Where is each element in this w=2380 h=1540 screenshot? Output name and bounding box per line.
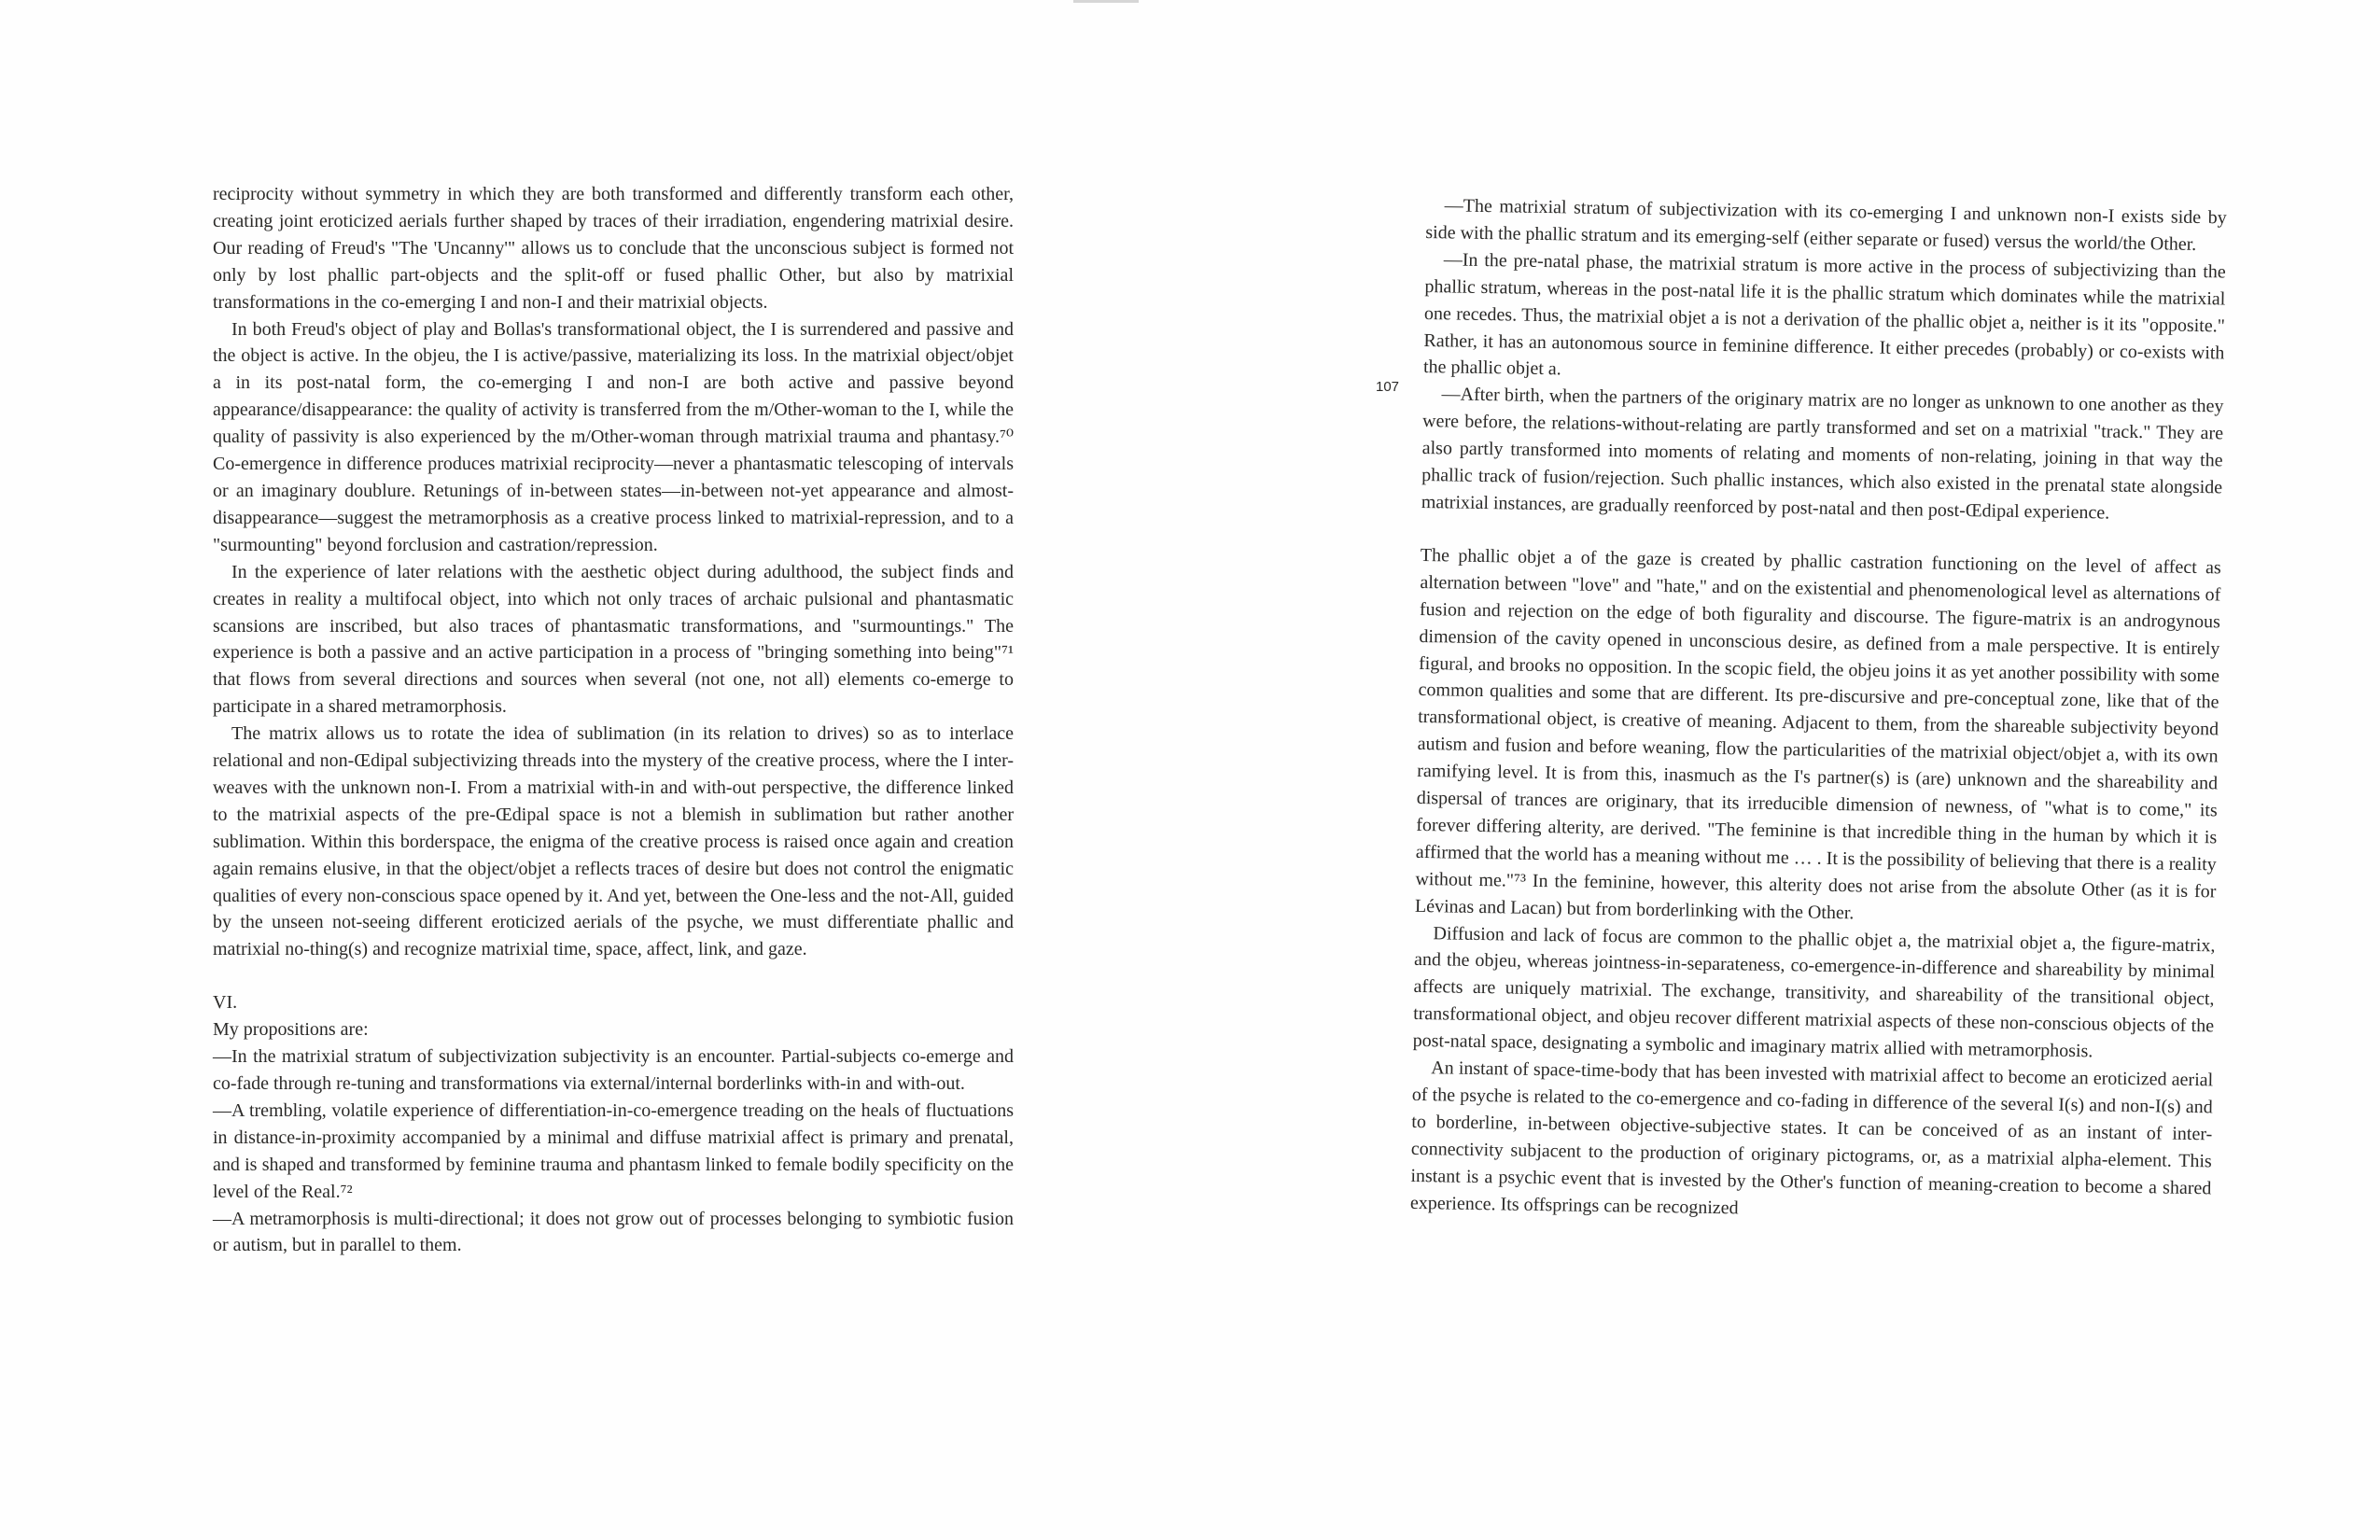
left-page [213,181,1014,1259]
paragraph: In both Freud's object of play and Bollas's transformational object, the I is surrendered and passive and the object is active. In the objeu, the I is active/passive, materializing its loss. In the matrixial object/objet a in its post-natal form, the co-emerging I and non-I are both active and passive beyond appearance/disappearance: the quality of activity is transferred from the m/Other-woman to the I, while the quality of passivity is also experienced by the m/Other-woman through matrixial trauma and phantasy.⁷⁰ Co-emergence in difference produces matrixial reciprocity—never a phantasmatic telescoping of intervals or an imaginary doublure. Retunings of in-between states—in-between not-yet appearance and almost-disappearance—suggest the metramorphosis as a creative process linked to matrixial-repression, and to a "surmounting" beyond forclusion and castration/repression. [213,318,1014,555]
paragraph: The phallic objet a of the gaze is created by phallic castration functioning on the level of affect as alternation between "love" and "hate," and on the existential and phenomenological level as alternations of fusion and rejection on the edge of both figurality and discourse. The figure-matrix is an androgynous dimension of the cavity opened in unconscious desire, as defined from a male perspective. It is entirely figural, and brooks no opposition. In the scopic field, the objeu joins it as yet another possibility with some common qualities and some that are different. Its pre-discursive and pre-conceptual zone, like that of the transformational object, is creative of meaning. Adjacent to them, from the shareable subjectivity beyond autism and fusion and before weaning, flow the particularities of the matrixial object/objet a, with its own ramifying level. It is from this, inasmuch as the I's partner(s) is (are) unknown and the shareability and dispersal of trances are originary, that its irreducible dimension of newness, of "what is to come," its forever differing alterity, are derived. "The feminine is that incredible thing in the human by which it is affirmed that the world has a meaning without me … . It is the possibility of believing that there is a reality without me."⁷³ In the feminine, however, this alterity does not arise from the absolute Other (as it is for Lévinas and Lacan) but from borderlinking with the Other. [1414,544,2221,923]
page-number: 107 [1376,379,1400,395]
proposition: —After birth, when the partners of the originary matrix are no longer as unknown to one another as they were before, the relations-without-relating are partly transformed and set on a matrixial "track." They are also partly transformed into moments of relating and moments of non-relating, joining in that way the phallic track of fusion/rejection. Such phallic instances, which also existed in the prenatal state alongside matrixial instances, are gradually reenforced by post-natal and then post-Œdipal experience. [1421,384,2224,524]
section-number: VI. [213,992,238,1014]
paragraph: The matrix allows us to rotate the idea of sublimation (in its relation to drives) so as to interlace relational and non-Œdipal subjectivizing threads into the mystery of the creative process, where the I inter-weaves with the unknown non-I. From a matrixial with-in and with-out perspective, the difference linked to the matrixial aspects of the pre-Œdipal space is not a blemish in sublimation but rather another sublimation. Within this borderspace, the enigma of the creative process is raised once again and creation again remains elusive, in that the object/objet a reflects traces of desire but does not control the enigmatic qualities of every non-conscious space opened by it. And yet, between the One-less and the not-All, guided by the unseen not-seeing different eroticized aerials of the psyche, we must differentiate phallic and matrixial no-thing(s) and recognize matrixial time, space, affect, link, and gaze. [213,723,1014,960]
proposition: —The matrixial stratum of subjectivization with its co-emerging I and unknown non-I exists side by side with the phallic stratum and its emerging-self (either separate or fused) versus the world/the Other. [1425,195,2227,255]
proposition: —A trembling, volatile experience of differentiation-in-co-emergence treading on the heals of fluctuations in distance-in-proximity accompanied by a minimal and diffuse matrixial affect is primary and prenatal, and is shaped and transformed by feminine trauma and phantasm linked to female bodily specificity on the level of the Real.⁷² [213,1099,1014,1202]
proposition: —In the pre-natal phase, the matrixial stratum is more active in the process of subjectivizing than the phallic stratum, whereas in the post-natal life it is the phallic stratum which dominates while the matrixial one recedes. Thus, the matrixial objet a is not a derivation of the phallic objet a, neither is it its "opposite." Rather, it has an autonomous source in feminine difference. It either precedes (probably) or co-exists with the phallic objet a. [1422,249,2226,380]
propositions-intro: My propositions are: [213,1019,369,1041]
paragraph: reciprocity without symmetry in which they are both transformed and differently transform each other, creating joint eroticized aerials further shaped by traces of their irradiation, engendering matrixial desire. Our reading of Freud's "The 'Uncanny'" allows us to conclude that the unconscious subject is formed not only by lost phallic part-objects and the split-off or fused phallic Other, but also by matrixial transformations in the co-emerging I and non-I and their matrixial objects. [213,184,1014,313]
paragraph: In the experience of later relations with the aesthetic object during adulthood, the subject finds and creates in reality a multifocal object, into which not only traces of archaic pulsional and phantasmatic scansions are inscribed, but also traces of phantasmatic transformations, and "surmountings." The experience is both a passive and an active participation in a process of "bringing something into being"⁷¹ that flows from several directions and sources when several (not one, not all) elements co-emerge to participate in a shared metramorphosis. [213,561,1014,718]
proposition: —In the matrixial stratum of subjectivization subjectivity is an encounter. Partial-subjects co-emerge and co-fade through re-tuning and transformations via external/internal borderlinks with-in and with-out. [213,1046,1014,1094]
paragraph: An instant of space-time-body that has been invested with matrixial affect to become an eroticized aerial of the psyche is related to the co-emergence and co-fading in difference of the several I(s) and non-I(s) and to borderline, in-between objective-subjective states. It can be conceived of as an instant of inter-connectivity subjacent to the production of originary pictograms, or, as a matrixial alpha-element. This instant is a psychic event that is invested by the Other's function of meaning-creation to become a shared experience. Its offsprings can be recognized [1409,1057,2214,1219]
paragraph: Diffusion and lack of focus are common to the phallic objet a, the matrixial objet a, the figure-matrix, and the objeu, whereas jointness-in-separateness, co-emergence-in-difference and shareability by minimal affects are uniquely matrixial. The exchange, transitivity, and shareability of the transitional object, transformational object, and objeu recover different matrixial aspects of these non-conscious objects of the post-natal space, designating a symbolic and imaginary matrix allied with metramorphosis. [1412,922,2216,1062]
book-gutter-mark [1073,0,1139,3]
right-page [1410,192,2227,1229]
proposition: —A metramorphosis is multi-directional; it does not grow out of processes belonging to symbiotic fusion or autism, but in parallel to them. [213,1208,1014,1256]
